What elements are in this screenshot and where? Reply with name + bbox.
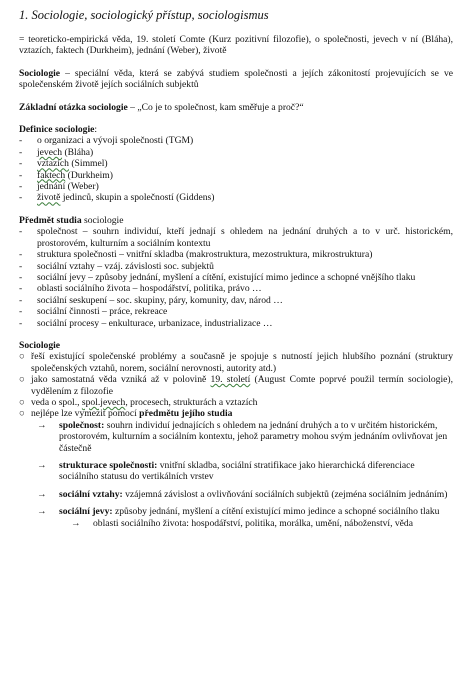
list-item: - sociální seskupení – soc. skupiny, páry, komunity, dav, národ …: [19, 295, 453, 306]
list-item: → sociální vztahy: vzájemná závislost a ovlivňování sociálních subjektů (zejména sociálním jednáním): [37, 488, 448, 500]
circle-bullet-icon: ○: [19, 351, 25, 363]
list-item: - sociální činnosti – práce, rekreace: [19, 306, 453, 317]
arrow-right-icon: →: [37, 488, 47, 500]
basic-question-label: Základní otázka sociologie: [19, 101, 128, 113]
list-item: - jevech (Bláha): [19, 147, 453, 158]
list-item: → oblasti sociálního života: hospodářství, politika, morálka, umění, náboženství, věda: [71, 517, 413, 529]
arrow-right-icon: →: [71, 517, 81, 529]
basic-question-text: – „Co je to společnost, kam směřuje a proč?“: [127, 101, 304, 113]
list-item: - o organizaci a vývoji společnosti (TGM): [19, 135, 453, 146]
sociology-heading: Sociologie: [19, 339, 61, 351]
circle-bullet-icon: ○: [19, 374, 25, 386]
list-item: - sociální procesy – enkulturace, urbanizace, industrializace …: [19, 318, 453, 329]
definition-text: – speciální věda, která se zabývá studiem společnosti a jejích zákonitostí projevujících se ve společenském životě jejích sociálních subjektů: [19, 67, 453, 91]
arrow-right-icon: →: [37, 419, 47, 431]
list-item: → společnost: souhrn individuí jednajících s ohledem na jednání druhých a to v určitém historickém, prostorovém, kulturním a sociálním kontextu, jehož parametry mohou svým jednáním ovlivňovat jen částečně: [37, 419, 448, 454]
list-item: - vztazích (Simmel): [19, 158, 453, 169]
list-item: - oblasti sociálního života – hospodářství, politika, právo …: [19, 283, 453, 294]
circle-bullet-icon: ○: [19, 408, 25, 420]
list-item: - struktura společnosti – vnitřní skladba (makrostruktura, mezostruktura, mikrostruktura): [19, 249, 453, 260]
list-item: - sociální vztahy – vzáj. závislosti soc. subjektů: [19, 261, 453, 272]
arrow-right-icon: →: [37, 506, 47, 518]
list-item: ○ nejlépe lze vymezit pomocí předmětu jejího studia: [19, 408, 233, 420]
circle-bullet-icon: ○: [19, 396, 25, 408]
subject-heading: Předmět studia sociologie: [19, 214, 124, 226]
definitions-heading: Definice sociologie:: [19, 124, 98, 136]
list-item: - životě jedinců, skupin a společností (Giddens): [19, 192, 453, 203]
basic-question-paragraph: [19, 102, 453, 113]
definitions-list: [19, 135, 453, 203]
definition-paragraph: [19, 68, 453, 91]
list-item: - faktech (Durkheim): [19, 170, 453, 181]
subject-pillars: [37, 420, 453, 518]
list-item: ○ jako samostatná věda vzniká až v polovině 19. století (August Comte poprvé použil termín sociologie), vydělením z filozofie: [19, 374, 453, 397]
list-item: ○ veda o spol., spol.jevech, procesech, strukturách a vztazích: [19, 396, 258, 408]
subject-list: [19, 226, 453, 329]
page-title: 1. Sociologie, sociologický přístup, sociologismus: [19, 8, 269, 22]
list-item: → sociální jevy: způsoby jednání, myšlení a cítění existující mimo jedince a schopné sociálního tlaku: [37, 506, 440, 518]
definition-term: Sociologie: [19, 67, 61, 79]
sociology-list: [19, 351, 453, 419]
list-item: → strukturace společnosti: vnitřní skladba, sociální stratifikace jako hierarchická diferenciace sociálního statusu do vertikálních vrstev: [37, 460, 415, 483]
list-item: - jednání (Weber): [19, 181, 453, 192]
arrow-right-icon: →: [37, 460, 47, 471]
list-item: - sociální jevy – způsoby jednání, myšlení a cítění, existující mimo jedince a schopné vnějšího tlaku: [19, 272, 453, 283]
list-item: ○ řeší existující společenské problémy a současně je spojuje s nutností jejich hlubšího poznání (struktury společenských vztahů, norem, sociální nerovnosti, autority atd.): [19, 351, 453, 374]
list-item: - společnost – souhrn individuí, kteří jednají s ohledem na jednání druhých a to v urč. historickém, prostorovém, kulturním a sociálním kontextu: [19, 226, 453, 249]
intro-paragraph: = teoreticko-empirická věda, 19. století Comte (Kurz pozitivní filozofie), o společnosti, jevech v ní (Bláha), vztazích, faktech (Durkheim), jednání (Weber), životě: [19, 34, 453, 57]
